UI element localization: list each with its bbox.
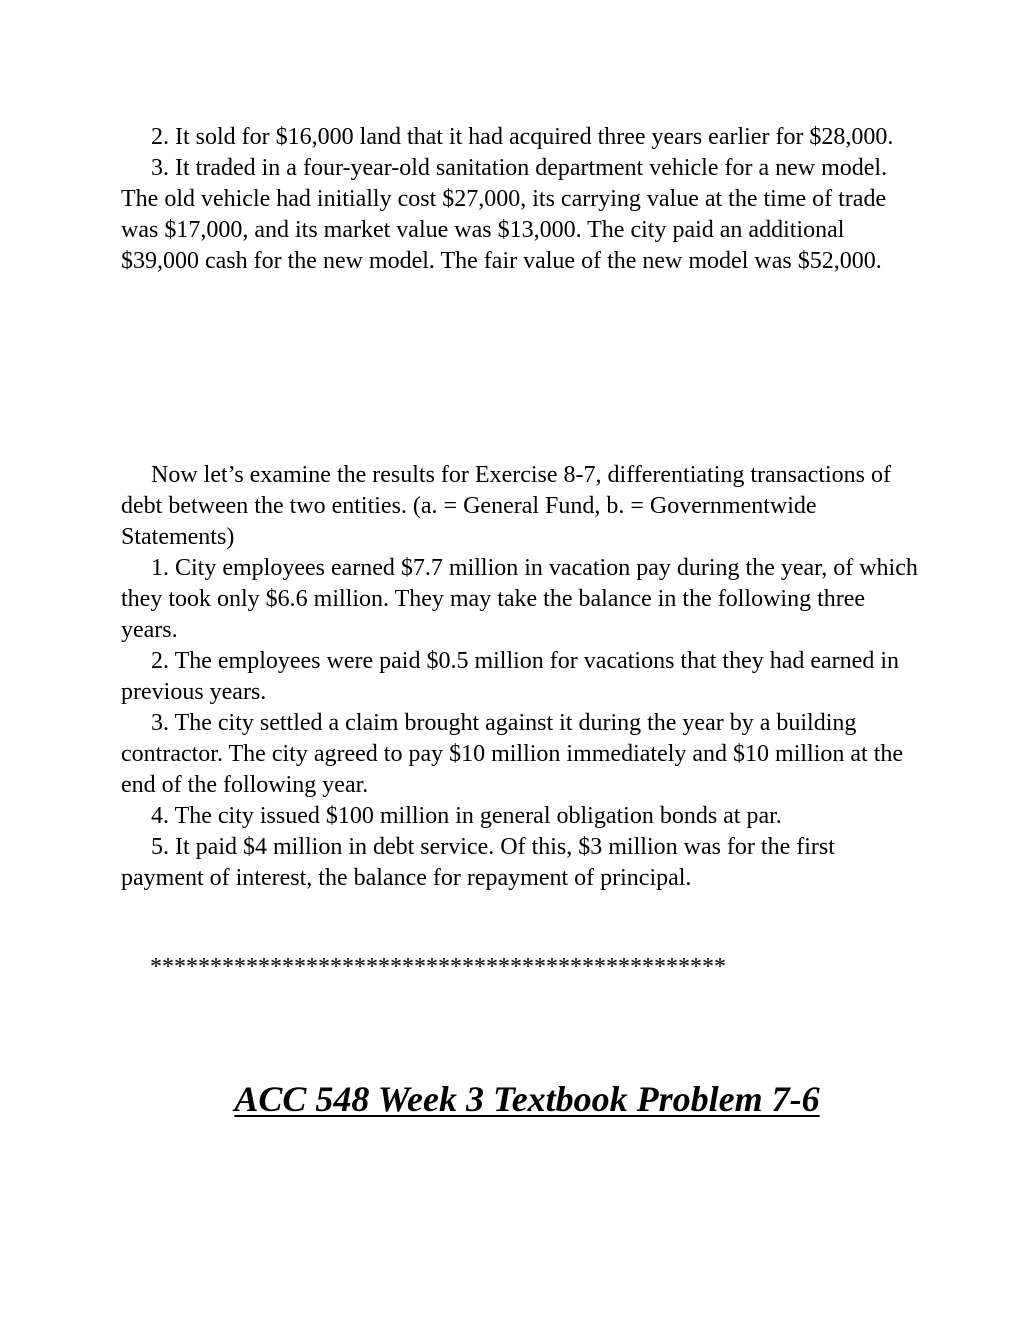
exercise-8-6-continued [121, 122, 921, 277]
exercise-intro: Now let’s examine the results for Exercise 8-7, differentiating transactions of debt between the two entities. (a. = General Fund, b. = Governmentwide Statements) [121, 462, 891, 550]
transaction-item: 4. The city issued $100 million in general obligation bonds at par. [151, 803, 782, 829]
transaction-item: 3. It traded in a four-year-old sanitation department vehicle for a new model. The old vehicle had initially cost $27,000, its carrying value at the time of trade was $17,000, and its market value was $13,000. The city paid an additional $39,000 cash for the new model. The fair value of the new model was $52,000. [121, 155, 888, 274]
transaction-item: 1. City employees earned $7.7 million in vacation pay during the year, of which they took only $6.6 million. They may take the balance in the following three years. [121, 555, 918, 643]
transaction-item: 5. It paid $4 million in debt service. Of this, $3 million was for the first payment of interest, the balance for repayment of principal. [121, 834, 835, 891]
transaction-item: 2. It sold for $16,000 land that it had acquired three years earlier for $28,000. [151, 124, 894, 150]
section-heading [0, 1076, 1024, 1122]
exercise-8-7 [121, 460, 921, 894]
transaction-item: 3. The city settled a claim brought against it during the year by a building contractor. The city agreed to pay $10 million immediately and $10 million at the end of the following year. [121, 710, 904, 798]
section-heading-text: ACC 548 Week 3 Textbook Problem 7-6 [234, 1079, 820, 1119]
asterisk-divider: ************************************************ [150, 954, 726, 980]
transaction-item: 2. The employees were paid $0.5 million for vacations that they had earned in previous years. [121, 648, 899, 705]
